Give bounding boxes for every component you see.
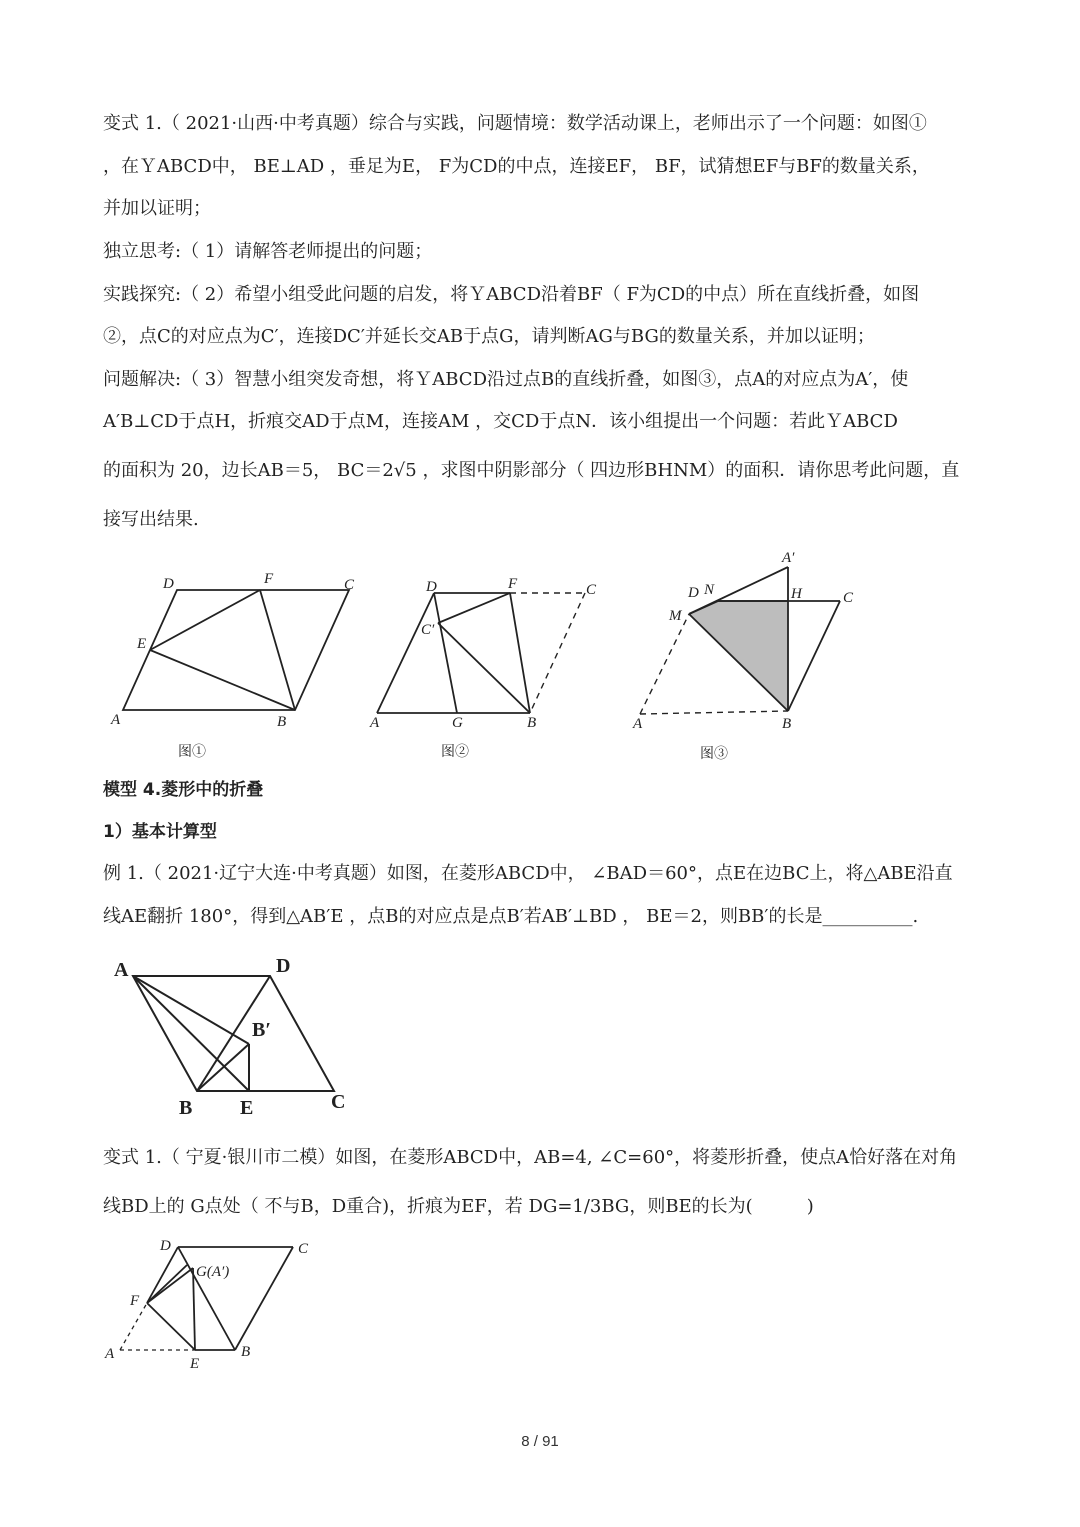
fig3-label-M: M [669, 608, 682, 624]
v2-label-E: E [190, 1356, 200, 1372]
v2-label-F: F [130, 1293, 140, 1309]
fig3-label-B: B [782, 716, 792, 732]
fig3-label-A-prime: A′ [782, 550, 795, 566]
fig2-caption: 图② [441, 745, 469, 760]
ex1-label-C: C [331, 1091, 346, 1113]
variant1-line-8: A′B⊥CD于点H，折痕交AD于点M，连接AM ，交CD于点N．该小组提出一个问题：若此ＹABCD [103, 411, 898, 432]
variant1-line-6: ②，点C的对应点为C′，连接DC′并延长交AB于点G，请判断AG与BG的数量关系，并加以证明； [103, 326, 875, 347]
fig1-caption: 图① [178, 745, 206, 760]
v2-label-G: G(A′) [196, 1264, 230, 1280]
variant1-line-5: 实践探究:（ 2）希望小组受此问题的启发，将ＹABCD沿着BF（ F为CD的中点）所在直线折叠，如图 [103, 284, 920, 305]
fig1-label-E: E [137, 636, 147, 652]
example1-line-2: 线AE翻折 180°，得到△AB′E ，点B的对应点是点B′若AB′⊥BD ， BE＝2，则BB′的长是__________. [103, 906, 919, 927]
fig3-label-C: C [843, 590, 854, 606]
ex1-label-B-prime: B′ [252, 1019, 271, 1041]
v2-label-D: D [160, 1238, 171, 1254]
variant1-line-1: 变式 1.（ 2021·山西·中考真题）综合与实践，问题情境：数学活动课上，老师出示了一个问题：如图① [103, 113, 927, 134]
example1-line-1: 例 1.（ 2021·辽宁大连·中考真题）如图，在菱形ABCD中， ∠BAD＝60°，点E在边BC上，将△ABE沿直 [103, 863, 953, 884]
fig3-label-H: H [791, 586, 802, 602]
fig2-label-F: F [508, 576, 518, 592]
ex1-label-E: E [240, 1097, 254, 1119]
fig1-label-F: F [264, 571, 274, 587]
variant1-line-3: 并加以证明； [103, 198, 211, 219]
fig2-label-C: C [586, 582, 597, 598]
variant1-line-4: 独立思考:（ 1）请解答老师提出的问题； [103, 241, 433, 262]
variant2-line-2: 线BD上的 G点处（ 不与B，D重合)，折痕为EF，若 DG=1/3BG，则BE的长为( ) [103, 1196, 814, 1217]
fig3-caption: 图③ [700, 747, 728, 762]
variant1-line-10: 接写出结果. [103, 509, 199, 530]
page-number: 8 / 91 [521, 1433, 559, 1450]
fig3-label-D: D [688, 585, 699, 601]
model4-subheading: 1）基本计算型 [103, 822, 217, 842]
fig1-label-B: B [277, 714, 287, 730]
fig1-label-C: C [344, 577, 355, 593]
variant2-line-1: 变式 1.（ 宁夏·银川市二模）如图，在菱形ABCD中，AB=4, ∠C=60°，将菱形折叠，使点A恰好落在对角 [103, 1147, 958, 1168]
fig3-label-A: A [633, 716, 643, 732]
fig2-label-A: A [370, 715, 380, 731]
ex1-label-B: B [179, 1097, 193, 1119]
fig3-label-N: N [704, 582, 715, 598]
variant1-line-9: 的面积为 20，边长AB＝5， BC＝2√5 ，求图中阴影部分（ 四边形BHNM）的面积．请你思考此问题，直 [103, 460, 960, 481]
fig1-label-D: D [163, 576, 174, 592]
variant1-line-7: 问题解决:（ 3）智慧小组突发奇想，将ＹABCD沿过点B的直线折叠，如图③，点A的对应点为A′，使 [103, 369, 909, 390]
fig2-label-D: D [426, 579, 437, 595]
ex1-label-A: A [114, 959, 129, 981]
v2-label-A: A [105, 1346, 115, 1362]
fig2-label-B: B [527, 715, 537, 731]
variant1-line-2: ，在ＹABCD中， BE⊥AD ，垂足为E， F为CD的中点，连接EF， BF，试猜想EF与BF的数量关系， [103, 156, 930, 177]
fig2-label-G: G [452, 715, 463, 731]
v2-label-C: C [298, 1241, 309, 1257]
model4-heading: 模型 4.菱形中的折叠 [103, 780, 264, 800]
v2-label-B: B [241, 1344, 251, 1360]
fig2-label-C-prime: C′ [421, 622, 435, 638]
ex1-label-D: D [276, 955, 291, 977]
fig1-label-A: A [111, 712, 121, 728]
